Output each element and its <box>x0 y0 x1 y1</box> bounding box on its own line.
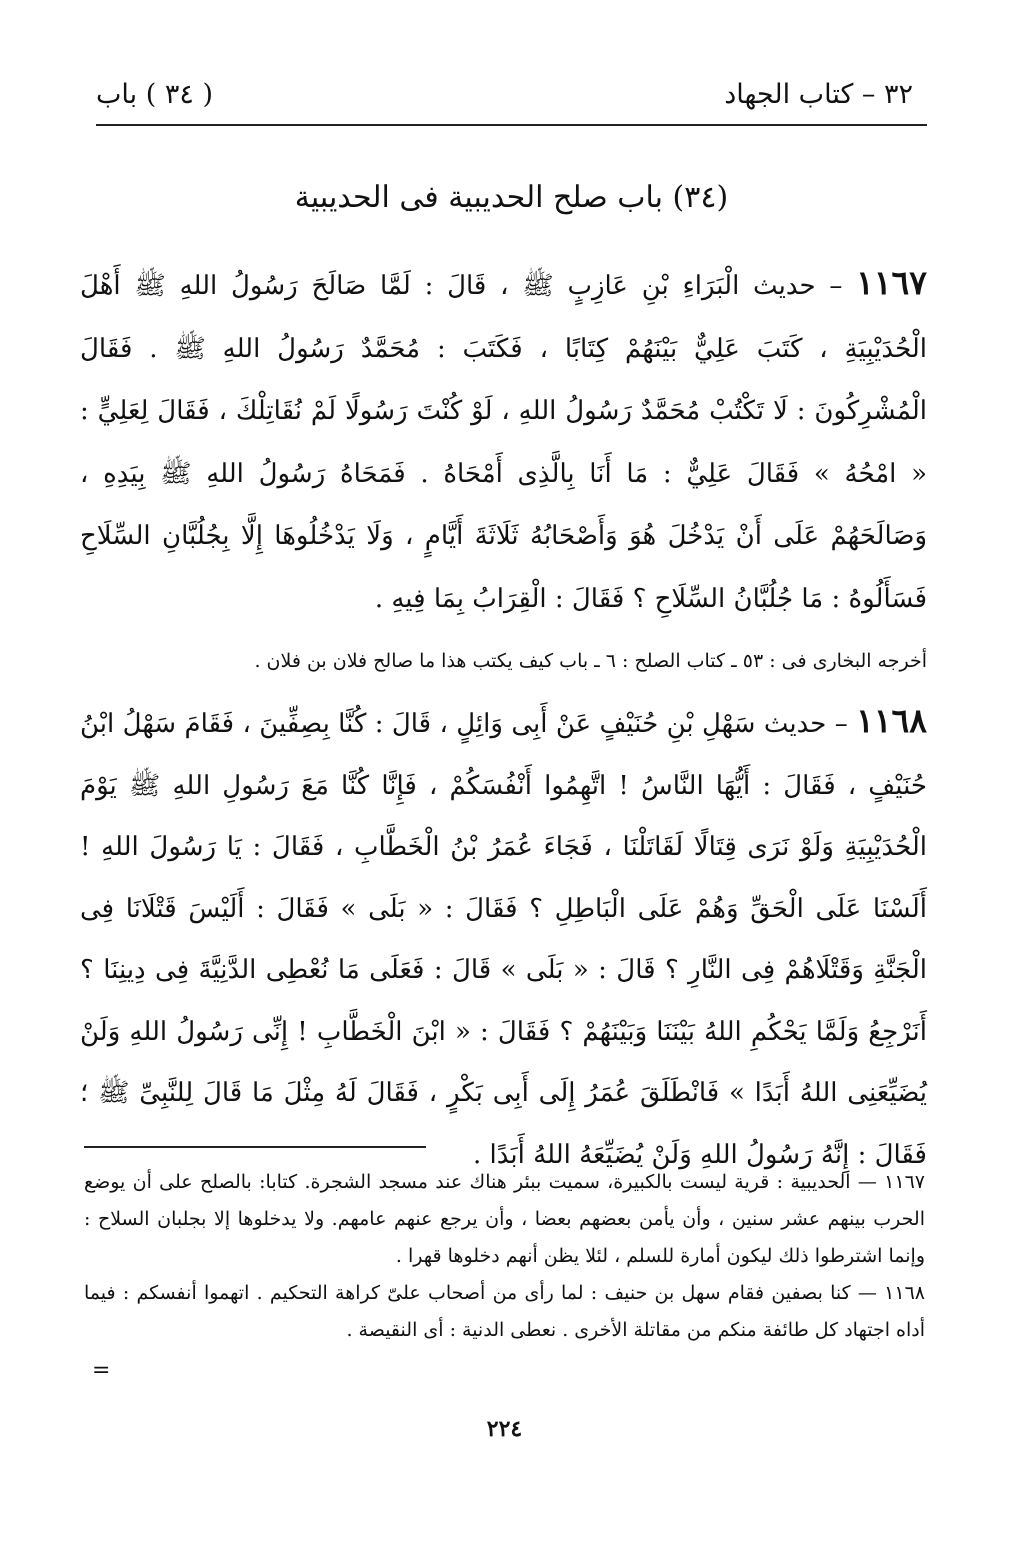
chapter-title: (٣٤) باب صلح الحديبية فى الحديبية <box>294 180 729 215</box>
footnote-divider <box>84 1146 426 1148</box>
hadith-text: – حديث سَهْلِ بْنِ حُنَيْفٍ عَنْ أَبِى وَائِلٍ ، قَالَ : كُنَّا بِصِفِّينَ ، فَقَامَ سَهْلُ ابْنُ حُنَيْفٍ ، فَقَالَ : أَيُّهَا النَّاسُ ! اتَّهِمُوا أَنْفُسَكُمْ ، فَإِنَّا كُنَّا مَعَ رَسُولِ اللهِ ﷺ يَوْمَ الْحُدَيْبِيَةِ وَلَوْ نَرَى قِتَالًا لَقَاتَلْنَا ، فَجَاءَ عُمَرُ بْنُ الْخَطَّابِ ، فَقَالَ : يَا رَسُولَ اللهِ ! أَلَسْنَا عَلَى الْحَقِّ وَهُمْ عَلَى الْبَاطِلِ ؟ فَقَالَ : « بَلَى » فَقَالَ : أَلَيْسَ قَتْلَانَا فِى الْجَنَّةِ وَقَتْلَاهُمْ فِى النَّارِ ؟ قَالَ : « بَلَى » قَالَ : فَعَلَى مَا نُعْطِى الدَّنِيَّةَ فِى دِينِنَا ؟ أَنَرْجِعُ وَلَمَّا يَحْكُمِ اللهُ بَيْنَنَا وَبَيْنَهُمْ ؟ فَقَالَ : « ابْنَ الْخَطَّابِ ! إِنِّى رَسُولُ اللهِ وَلَنْ يُضَيِّعَنِى اللهُ أَبَدًا » فَانْطَلَقَ عُمَرُ إِلَى أَبِى بَكْرٍ ، فَقَالَ لَهُ مِثْلَ مَا قَالَ لِلنَّبِىِّ ﷺ ؛ فَقَالَ : إِنَّهُ رَسُولُ اللهِ وَلَنْ يُضَيِّعَهُ اللهُ أَبَدًا . <box>80 709 927 1170</box>
hadith-paragraph <box>80 690 927 1186</box>
footnote: ١١٦٧ — الحديبية : قرية ليست بالكبيرة، سميت ببئر هناك عند مسجد الشجرة. كتابا: بالصلح على أن يوضع الحرب بينهم عشر سنين ، وأن يأمن بعضهم بعضا ، وأن يرجع عنهم عامهم. ولا يدخلوها إلا بجلبان السلاح : وإنما اشترطوا ذلك ليكون أمارة للسلم ، لئلا يظن أنهم دخلوها قهرا . <box>84 1171 925 1267</box>
hadith-paragraph <box>80 252 927 630</box>
footnotes <box>84 1164 925 1349</box>
page-number: ٢٢٤ <box>486 1416 523 1442</box>
running-header <box>96 72 913 116</box>
takhrij-note: أخرجه البخارى فى : ٥٣ ـ كتاب الصلح : ٦ ـ باب كيف يكتب هذا ما صالح فلان بن فلان . <box>254 650 927 672</box>
hadith-number: ١١٦٧ <box>856 263 928 302</box>
header-book-title: ٣٢ – كتاب الجهاد <box>724 78 913 110</box>
header-divider <box>96 124 927 126</box>
continuation-mark: = <box>92 1358 111 1383</box>
header-chapter-label: ( ٣٤ ) باب <box>96 78 213 110</box>
footnote: ١١٦٨ — كنا بصفين فقام سهل بن حنيف : لما رأى من أصحاب علىّ كراهة التحكيم . اتهموا أنفسكم : فيما أداه اجتهاد كل طائفة منكم من مقاتلة الأخرى . نعطى الدنية : أى النقيصة . <box>84 1282 925 1341</box>
hadith-number: ١١٦٨ <box>856 701 927 740</box>
hadith-text: – حديث الْبَرَاءِ بْنِ عَازِبٍ ﷺ ، قَالَ : لَمَّا صَالَحَ رَسُولُ اللهِ ﷺ أَهْلَ الْحُدَيْبِيَةِ ، كَتَبَ عَلِيٌّ بَيْنَهُمْ كِتَابًا ، فَكَتَبَ : مُحَمَّدٌ رَسُولُ اللهِ ﷺ . فَقَالَ الْمُشْرِكُونَ : لَا تَكْتُبْ مُحَمَّدٌ رَسُولُ اللهِ ، لَوْ كُنْتَ رَسُولًا لَمْ نُقَاتِلْكَ ، فَقَالَ لِعَلِيٍّ : « امْحُهُ » فَقَالَ عَلِيٌّ : مَا أَنَا بِالَّذِى أَمْحَاهُ . فَمَحَاهُ رَسُولُ اللهِ ﷺ بِيَدِهِ ، وَصَالَحَهُمْ عَلَى أَنْ يَدْخُلَ هُوَ وَأَصْحَابُهُ ثَلَاثَةَ أَيَّامٍ ، وَلَا يَدْخُلُوهَا إِلَّا بِجُلُبَّانِ السِّلَاحِ فَسَأَلُوهُ : مَا جُلُبَّانُ السِّلَاحِ ؟ فَقَالَ : الْقِرَابُ بِمَا فِيهِ . <box>80 271 927 614</box>
